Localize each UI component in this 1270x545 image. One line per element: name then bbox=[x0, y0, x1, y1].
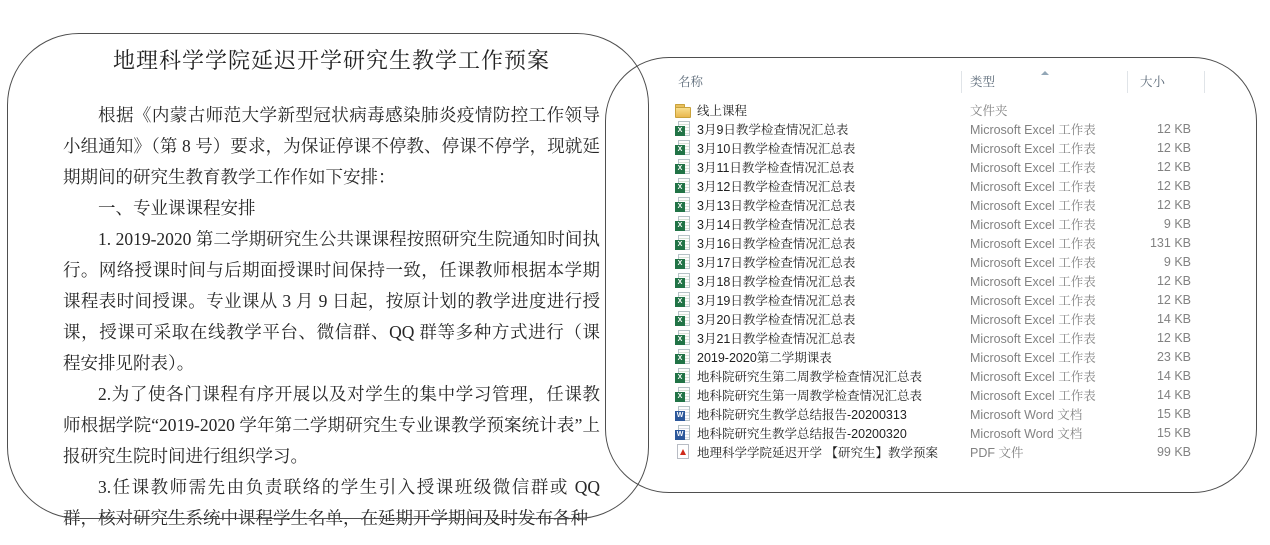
file-row[interactable] bbox=[672, 423, 1212, 442]
file-type: Microsoft Word 文档 bbox=[970, 407, 1083, 422]
file-size: 12 KB bbox=[1156, 273, 1191, 288]
file-row[interactable] bbox=[672, 271, 1212, 290]
file-row[interactable] bbox=[672, 442, 1212, 461]
file-size: 12 KB bbox=[1156, 159, 1191, 174]
pdf-icon bbox=[675, 444, 691, 460]
file-name: 3月17日教学检查情况汇总表 bbox=[697, 255, 856, 270]
file-type: Microsoft Excel 工作表 bbox=[970, 388, 1096, 403]
file-row[interactable] bbox=[672, 385, 1212, 404]
file-type: Microsoft Excel 工作表 bbox=[970, 141, 1096, 156]
document-paragraph: 根据《内蒙古师范大学新型冠状病毒感染肺炎疫情防控工作领导小组通知》（第 8 号）要求，为保证停课不停教、停课不停学，现就延期期间的研究生教育教学工作作如下安排： bbox=[63, 105, 600, 187]
file-row[interactable] bbox=[672, 176, 1212, 195]
excel-icon: X bbox=[675, 178, 691, 194]
file-type: Microsoft Excel 工作表 bbox=[970, 255, 1096, 270]
file-row[interactable] bbox=[672, 309, 1212, 328]
file-row[interactable] bbox=[672, 404, 1212, 423]
file-type: PDF 文件 bbox=[970, 445, 1024, 460]
file-name: 2019-2020第二学期课表 bbox=[697, 350, 832, 365]
file-type: Microsoft Excel 工作表 bbox=[970, 293, 1096, 308]
file-row[interactable] bbox=[672, 366, 1212, 385]
file-row[interactable] bbox=[672, 157, 1212, 176]
file-list-panel bbox=[672, 70, 1212, 461]
file-size: 14 KB bbox=[1156, 311, 1191, 326]
document-title: 地理科学学院延迟开学研究生教学工作预案 bbox=[112, 48, 550, 73]
file-size: 14 KB bbox=[1156, 368, 1191, 383]
file-size: 12 KB bbox=[1156, 121, 1191, 136]
file-size: 14 KB bbox=[1156, 387, 1191, 402]
file-type: Microsoft Excel 工作表 bbox=[970, 369, 1096, 384]
file-size: 15 KB bbox=[1156, 406, 1191, 421]
file-name: 3月12日教学检查情况汇总表 bbox=[697, 179, 856, 194]
excel-icon: X bbox=[675, 311, 691, 327]
file-row[interactable] bbox=[672, 233, 1212, 252]
file-name: 3月11日教学检查情况汇总表 bbox=[697, 160, 855, 175]
file-type: Microsoft Excel 工作表 bbox=[970, 198, 1096, 213]
word-icon: W bbox=[675, 406, 691, 422]
file-name: 3月9日教学检查情况汇总表 bbox=[697, 122, 849, 137]
excel-icon: X bbox=[675, 159, 691, 175]
column-header-size[interactable]: 大小 bbox=[1128, 71, 1205, 93]
file-type: Microsoft Excel 工作表 bbox=[970, 350, 1096, 365]
file-name: 地科院研究生教学总结报告-20200313 bbox=[697, 407, 907, 422]
file-row[interactable] bbox=[672, 252, 1212, 271]
file-name: 3月16日教学检查情况汇总表 bbox=[697, 236, 856, 251]
file-type: Microsoft Excel 工作表 bbox=[970, 236, 1096, 251]
excel-icon: X bbox=[675, 387, 691, 403]
document-body bbox=[63, 100, 600, 534]
file-name: 地科院研究生第二周教学检查情况汇总表 bbox=[697, 369, 923, 384]
file-type: Microsoft Excel 工作表 bbox=[970, 274, 1096, 289]
file-size: 9 KB bbox=[1163, 216, 1191, 231]
file-name: 3月14日教学检查情况汇总表 bbox=[697, 217, 856, 232]
file-size: 9 KB bbox=[1163, 254, 1191, 269]
excel-icon: X bbox=[675, 235, 691, 251]
file-name: 3月19日教学检查情况汇总表 bbox=[697, 293, 856, 308]
excel-icon: X bbox=[675, 216, 691, 232]
file-name: 3月13日教学检查情况汇总表 bbox=[697, 198, 856, 213]
file-row[interactable] bbox=[672, 214, 1212, 233]
file-type: Microsoft Excel 工作表 bbox=[970, 179, 1096, 194]
file-name: 3月21日教学检查情况汇总表 bbox=[697, 331, 856, 346]
folder-icon bbox=[675, 102, 691, 118]
file-size: 99 KB bbox=[1156, 444, 1191, 459]
file-size: 12 KB bbox=[1156, 178, 1191, 193]
document-paragraph: 2.为了使各门课程有序开展以及对学生的集中学习管理，任课教师根据学院“2019-2020 学年第二学期研究生专业课教学预案统计表”上报研究生院时间进行组织学习。 bbox=[63, 384, 600, 466]
file-size: 131 KB bbox=[1149, 235, 1191, 250]
excel-icon: X bbox=[675, 121, 691, 137]
file-name: 线上课程 bbox=[697, 103, 748, 118]
file-name: 地科院研究生教学总结报告-20200320 bbox=[697, 426, 907, 441]
file-row[interactable] bbox=[672, 138, 1212, 157]
file-type: Microsoft Word 文档 bbox=[970, 426, 1083, 441]
excel-icon: X bbox=[675, 368, 691, 384]
excel-icon: X bbox=[675, 292, 691, 308]
excel-icon: X bbox=[675, 197, 691, 213]
file-size: 15 KB bbox=[1156, 425, 1191, 440]
column-header-type[interactable]: 类型 bbox=[962, 71, 1128, 93]
column-header-name[interactable]: 名称 bbox=[672, 71, 962, 93]
excel-icon: X bbox=[675, 349, 691, 365]
file-name: 3月20日教学检查情况汇总表 bbox=[697, 312, 856, 327]
file-size: 12 KB bbox=[1156, 292, 1191, 307]
file-row[interactable] bbox=[672, 195, 1212, 214]
file-size: 12 KB bbox=[1156, 330, 1191, 345]
excel-icon: X bbox=[675, 330, 691, 346]
file-row[interactable] bbox=[672, 290, 1212, 309]
excel-icon: X bbox=[675, 140, 691, 156]
file-name: 3月10日教学检查情况汇总表 bbox=[697, 141, 856, 156]
file-row[interactable] bbox=[672, 100, 1212, 119]
file-size: 12 KB bbox=[1156, 140, 1191, 155]
file-type: Microsoft Excel 工作表 bbox=[970, 217, 1096, 232]
file-name: 地科院研究生第一周教学检查情况汇总表 bbox=[697, 388, 923, 403]
document-paragraph: 一、专业课课程安排 bbox=[98, 198, 256, 218]
file-type: Microsoft Excel 工作表 bbox=[970, 312, 1096, 327]
sort-ascending-icon bbox=[1041, 71, 1049, 75]
file-list-header bbox=[672, 70, 1212, 94]
word-icon: W bbox=[675, 425, 691, 441]
document-paragraph: 3.任课教师需先由负责联络的学生引入授课班级微信群或 QQ 群，核对研究生系统中课程学生名单，在延期开学期间及时发布各种 bbox=[63, 477, 600, 528]
document-page bbox=[63, 46, 600, 534]
document-paragraph: 1. 2019-2020 第二学期研究生公共课课程按照研究生院通知时间执行。网络授课时间与后期面授课时间保持一致，任课教师根据本学期课程表时间授课。专业课从 3 月 9 日起，按原计划的教学进度进行授课，授课可采取在线教学平台、微信群、QQ 群等多种方式进行（课程安排见附表）。 bbox=[63, 229, 600, 373]
file-type: Microsoft Excel 工作表 bbox=[970, 160, 1096, 175]
file-row[interactable] bbox=[672, 328, 1212, 347]
file-size: 23 KB bbox=[1156, 349, 1191, 364]
excel-icon: X bbox=[675, 273, 691, 289]
excel-icon: X bbox=[675, 254, 691, 270]
file-name: 地理科学学院延迟开学 【研究生】教学预案 bbox=[697, 445, 938, 460]
file-rows bbox=[672, 100, 1212, 461]
file-row[interactable] bbox=[672, 119, 1212, 138]
file-size: 12 KB bbox=[1156, 197, 1191, 212]
file-type: 文件夹 bbox=[970, 103, 1008, 118]
file-type: Microsoft Excel 工作表 bbox=[970, 331, 1096, 346]
file-type: Microsoft Excel 工作表 bbox=[970, 122, 1096, 137]
file-name: 3月18日教学检查情况汇总表 bbox=[697, 274, 856, 289]
file-row[interactable] bbox=[672, 347, 1212, 366]
